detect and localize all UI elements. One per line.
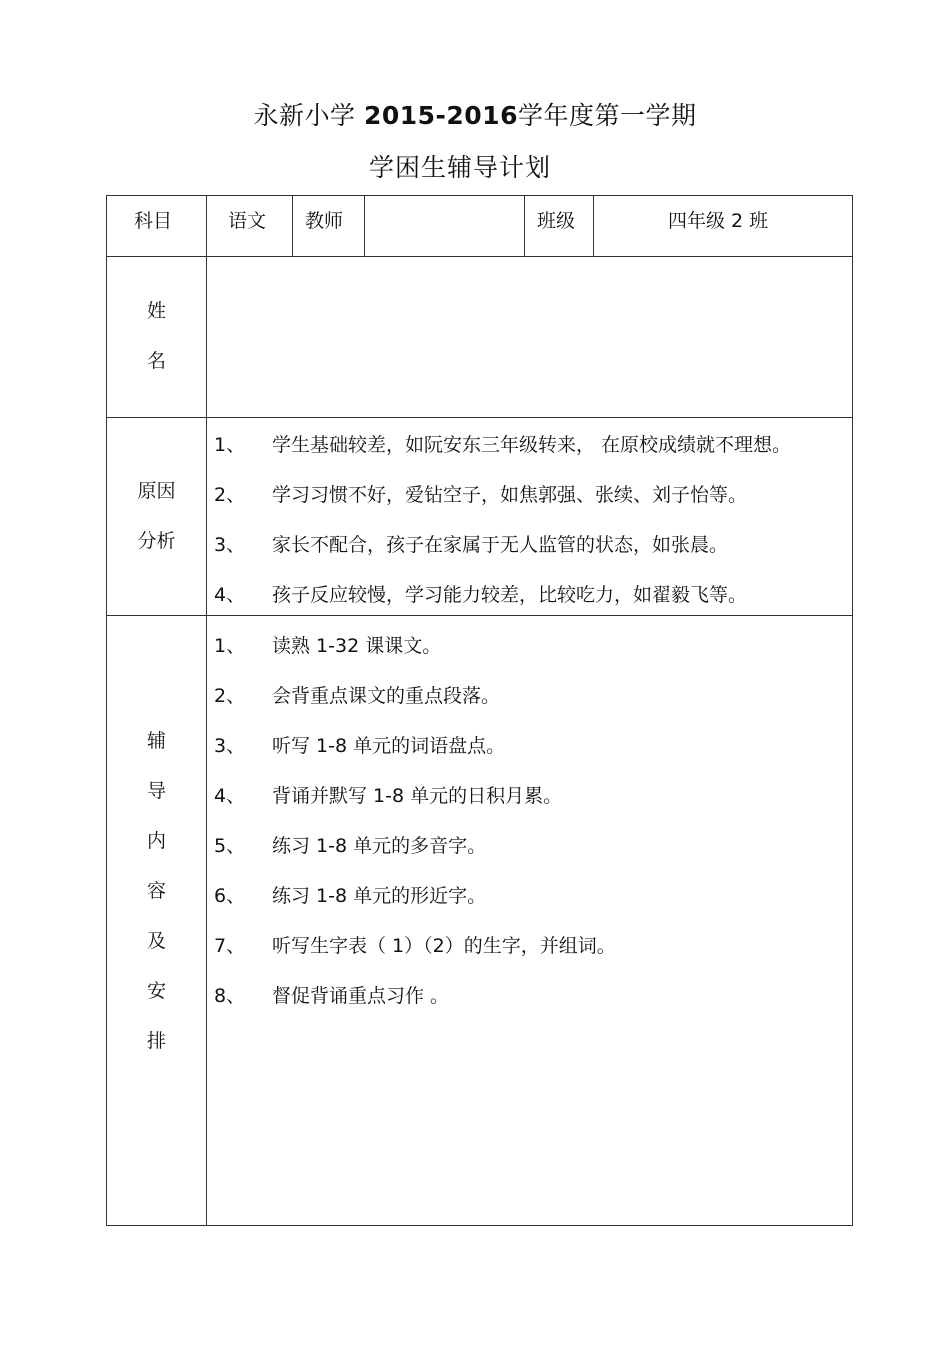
- item-number: 1、: [214, 635, 246, 657]
- item-text: 学习习惯不好，爱钻空子，如焦郭强、张续、刘子怡等。: [272, 484, 748, 506]
- name-label-char: 姓: [146, 300, 166, 322]
- teacher-label: 教师: [305, 210, 344, 232]
- plan-label-char: 及: [146, 930, 166, 952]
- item-text: 练习 1-8 单元的多音字。: [272, 835, 487, 857]
- row-divider-2: [106, 417, 853, 418]
- item-number: 3、: [214, 534, 246, 556]
- title-year: 2015-2016: [363, 101, 518, 130]
- item-text: 读熟 1-32 课课文。: [272, 635, 442, 657]
- item-text: 练习 1-8 单元的形近字。: [272, 885, 487, 907]
- plan-item: [214, 681, 500, 708]
- document-subtitle: 学困生辅导计划: [368, 153, 551, 182]
- plan-label-char: 导: [146, 780, 166, 802]
- item-text: 听写生字表（ 1）（2）的生字，并组词。: [272, 935, 616, 957]
- plan-label-char: 容: [146, 880, 166, 902]
- item-number: 8、: [214, 985, 246, 1007]
- table-border-right: [852, 195, 853, 1226]
- reason-item: [214, 480, 747, 507]
- row-divider-3: [106, 615, 853, 616]
- item-text: 背诵并默写 1-8 单元的日积月累。: [272, 785, 563, 807]
- plan-item: [214, 831, 486, 858]
- plan-label-char: 安: [146, 980, 166, 1002]
- title-prefix: 永新小学: [253, 101, 364, 130]
- plan-item: [214, 781, 562, 808]
- item-number: 3、: [214, 735, 246, 757]
- subject-label: 科目: [134, 210, 173, 232]
- item-text: 孩子反应较慢，学习能力较差，比较吃力，如翟毅飞等。: [272, 584, 748, 606]
- row1-divider-b: [364, 195, 365, 257]
- row1-divider-c: [524, 195, 525, 257]
- item-text: 家长不配合，孩子在家属于无人监管的状态，如张晨。: [272, 534, 729, 556]
- reason-item: [214, 580, 747, 607]
- document-title: [0, 96, 950, 132]
- title-suffix: 学年度第一学期: [517, 101, 697, 130]
- table-border-bottom: [106, 1225, 853, 1226]
- reason-label: [106, 478, 207, 554]
- row1-divider-d: [593, 195, 594, 257]
- item-text: 听写 1-8 单元的词语盘点。: [272, 735, 506, 757]
- class-label: 班级: [537, 210, 576, 232]
- plan-item: [214, 631, 441, 658]
- item-number: 6、: [214, 885, 246, 907]
- item-number: 2、: [214, 484, 246, 506]
- row-divider-1: [106, 256, 853, 257]
- row1-divider-a: [292, 195, 293, 257]
- class-value: 四年级 2 班: [668, 210, 769, 232]
- item-number: 7、: [214, 935, 246, 957]
- item-text: 督促背诵重点习作 。: [272, 985, 450, 1007]
- reason-item: [214, 430, 791, 457]
- item-number: 4、: [214, 584, 246, 606]
- subject-value: 语文: [228, 210, 267, 232]
- item-text: 学生基础较差，如阮安东三年级转来， 在原校成绩就不理想。: [272, 434, 792, 456]
- reason-item: [214, 530, 728, 557]
- plan-label-char: 辅: [146, 730, 166, 752]
- reason-label-line: 原因: [137, 480, 176, 502]
- table-border-top: [106, 195, 853, 196]
- plan-label-char: 排: [146, 1030, 166, 1052]
- item-number: 4、: [214, 785, 246, 807]
- plan-label: [106, 728, 207, 1054]
- item-number: 1、: [214, 434, 246, 456]
- item-text: 会背重点课文的重点段落。: [272, 685, 501, 707]
- reason-label-line: 分析: [137, 530, 176, 552]
- plan-label-char: 内: [146, 830, 166, 852]
- item-number: 2、: [214, 685, 246, 707]
- plan-item: [214, 881, 486, 908]
- item-number: 5、: [214, 835, 246, 857]
- name-label: [106, 298, 207, 374]
- name-label-char: 名: [146, 350, 166, 372]
- plan-item: [214, 931, 616, 958]
- plan-item: [214, 981, 449, 1008]
- plan-item: [214, 731, 505, 758]
